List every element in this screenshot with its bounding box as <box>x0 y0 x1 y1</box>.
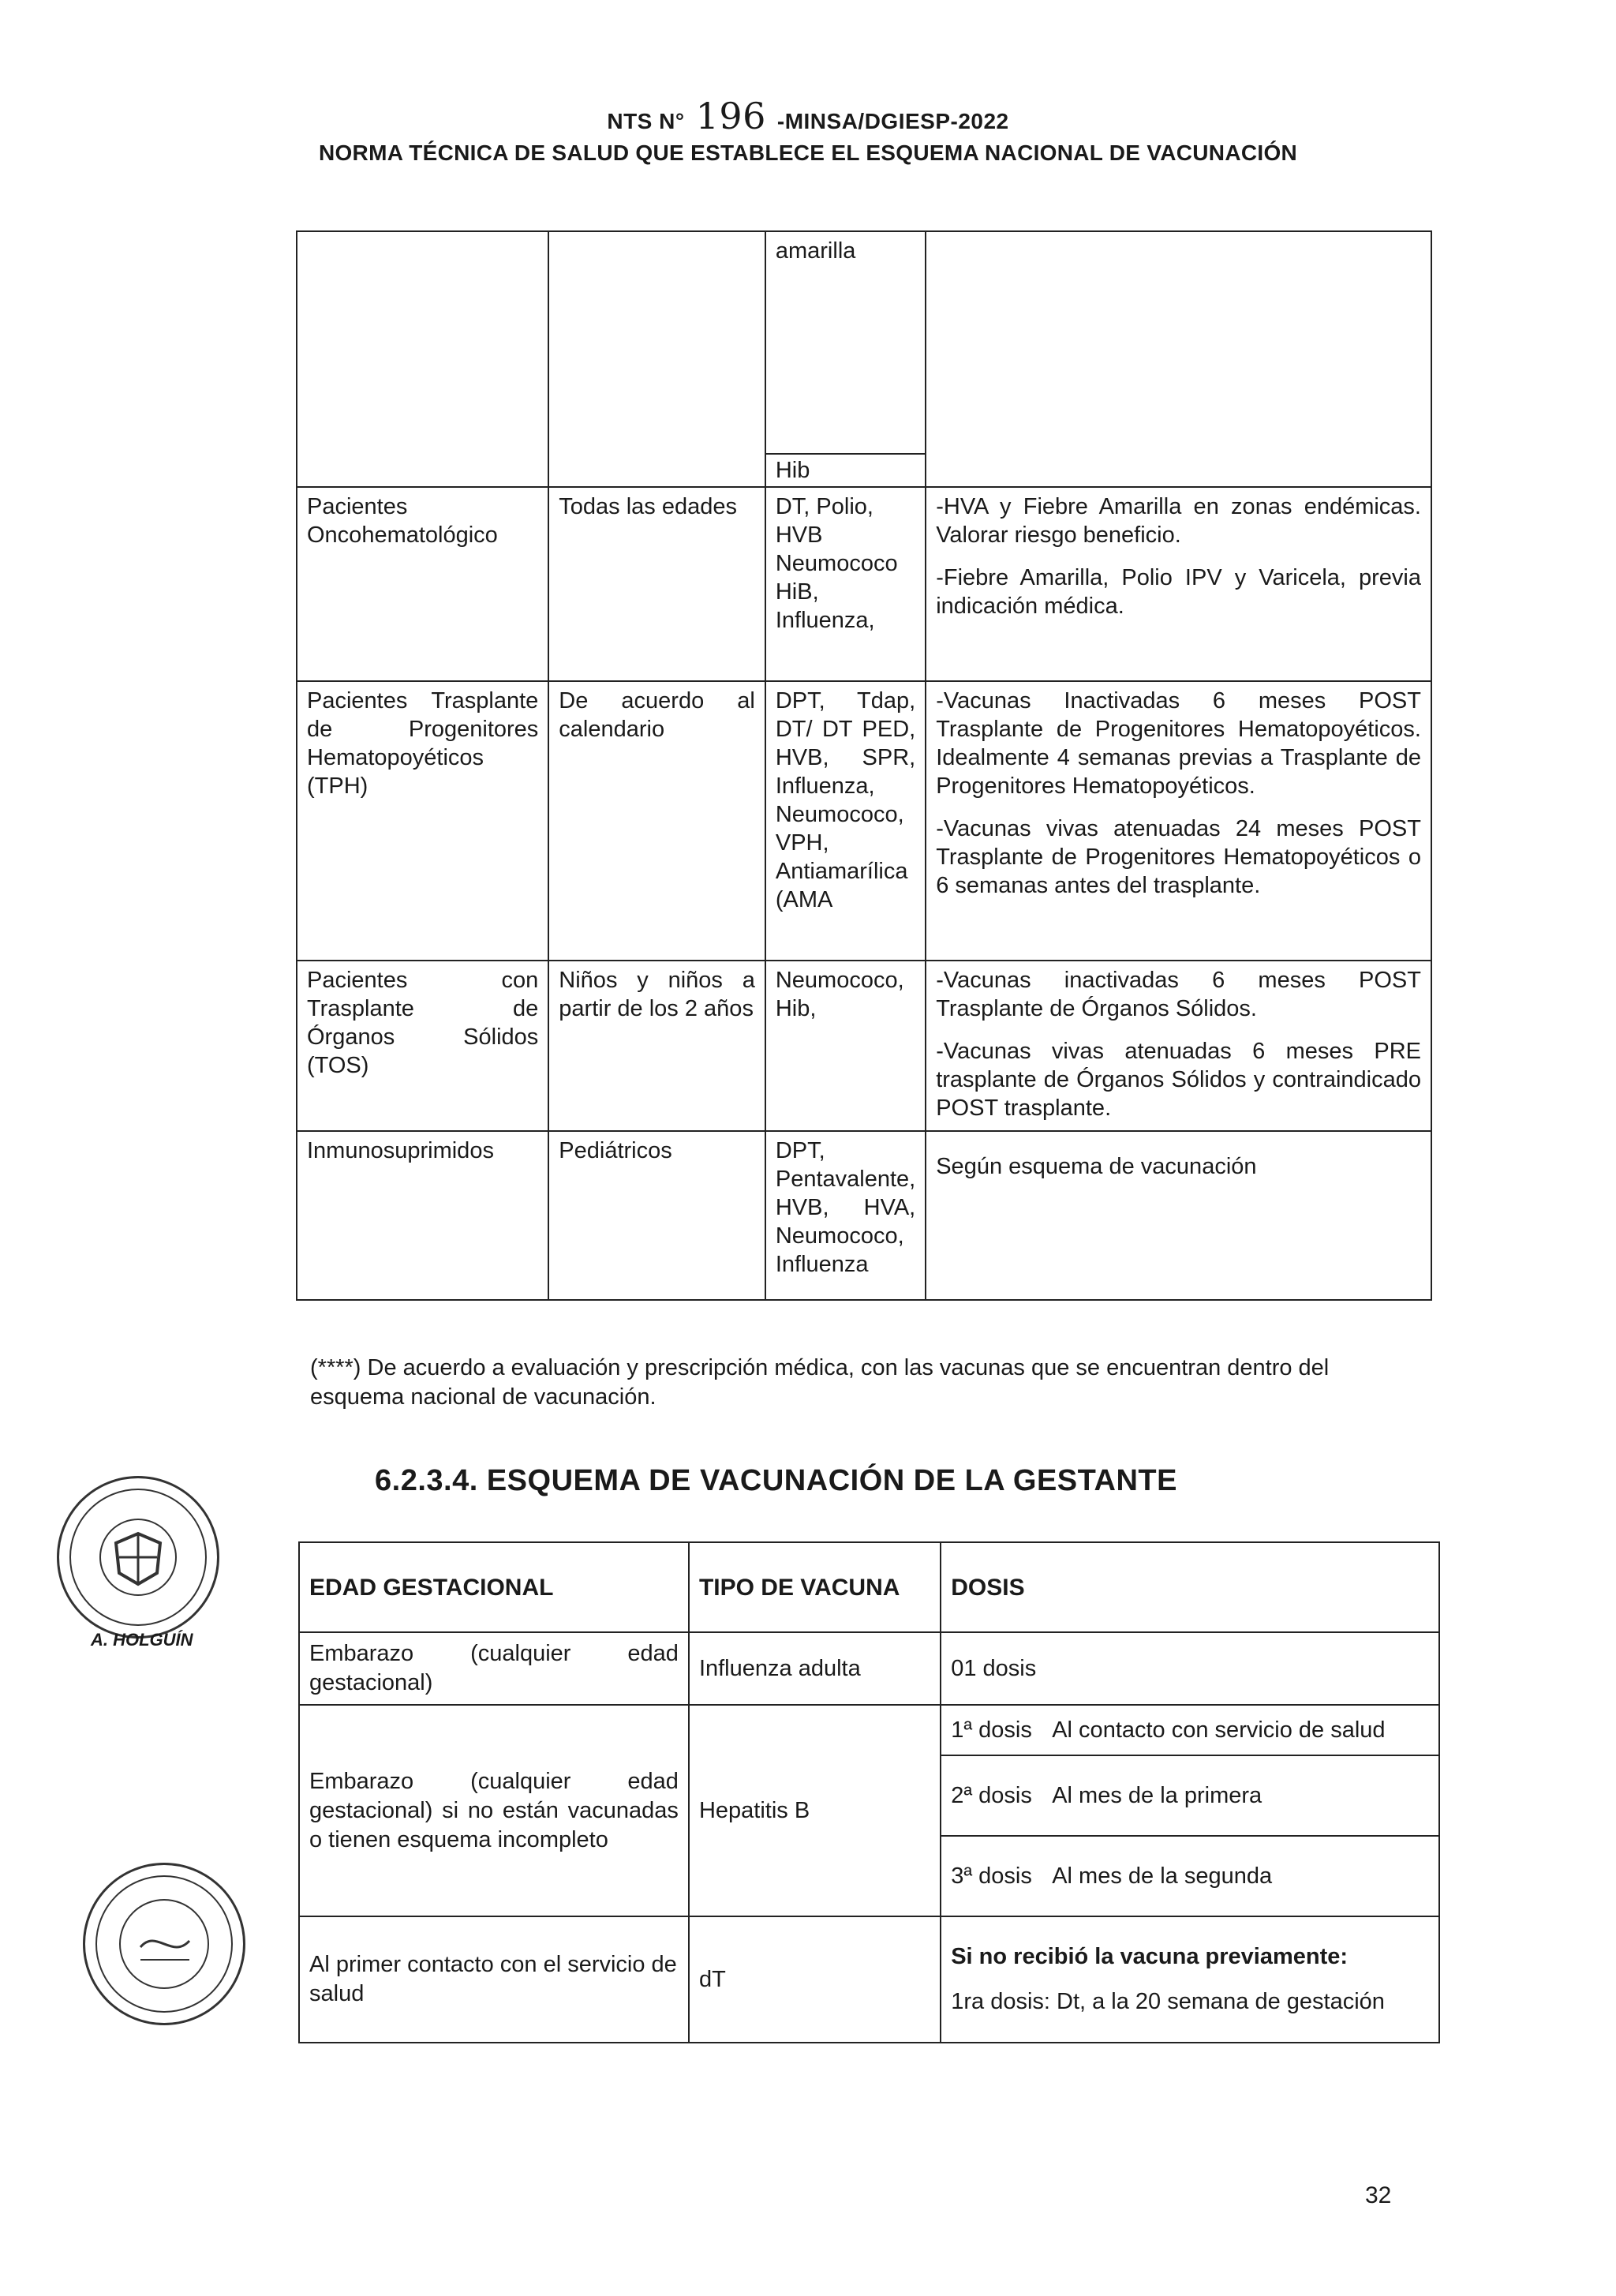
vaccines-cell: DT, Polio, HVB Neumococo HiB, Influenza, <box>765 487 926 681</box>
dose-number: 3ª dosis <box>951 1863 1032 1889</box>
ministry-seal <box>57 1476 219 1639</box>
note-paragraph: -Vacunas vivas atenuadas 6 meses PRE trasplante de Órganos Sólidos y contraindicado POST trasplante. <box>936 1039 1421 1121</box>
age-cell: De acuerdo al calendario <box>548 681 765 961</box>
note-paragraph: -Vacunas Inactivadas 6 meses POST Trasplante de Progenitores Hematopoyéticos. Idealmente 4 semanas previas a Trasplante de Progenitores Hematopoyéticos. <box>936 688 1421 799</box>
dose-timing: Al mes de la primera <box>1052 1782 1262 1808</box>
immunocompromised-table <box>296 230 1432 1301</box>
group-cell: Pacientes con Trasplante de Órganos Sólidos (TOS) <box>297 961 548 1131</box>
dose-text: 1ra dosis: Dt, a la 20 semana de gestación <box>951 1989 1385 2014</box>
group-cell: Inmunosuprimidos <box>297 1131 548 1300</box>
document-code <box>0 95 1616 137</box>
vaccine-cell: Hepatitis B <box>689 1705 941 1916</box>
note-paragraph: -Fiebre Amarilla, Polio IPV y Varicela, previa indicación médica. <box>936 565 1421 619</box>
dose-title: Si no recibió la vacuna previamente: <box>951 1944 1349 1969</box>
ministry-seal-2 <box>83 1863 245 2025</box>
table-cell: amarilla <box>765 231 926 454</box>
dose-cell <box>941 1705 1439 1755</box>
table-row <box>299 1916 1439 2043</box>
column-header: TIPO DE VACUNA <box>689 1542 941 1632</box>
table-row <box>297 1131 1431 1300</box>
dose-timing: Al contacto con servicio de salud <box>1052 1717 1386 1743</box>
page-header <box>0 95 1616 166</box>
section-title: 6.2.3.4. ESQUEMA DE VACUNACIÓN DE LA GESTANTE <box>375 1464 1177 1497</box>
signature: A. HOLGUÍN <box>91 1630 193 1650</box>
dose-number: 1ª dosis <box>951 1717 1032 1743</box>
table-cell <box>548 231 765 487</box>
table-header-row <box>299 1542 1439 1632</box>
table-cell <box>297 231 548 487</box>
vaccines-cell: DPT, Pentavalente, HVB, HVA, Neumococo, Influenza <box>765 1131 926 1300</box>
dose-cell: 01 dosis <box>941 1632 1439 1705</box>
vaccines-cell: DPT, Tdap, DT/ DT PED, HVB, SPR, Influenza, Neumococo, VPH, Antiamarílica (AMA <box>765 681 926 961</box>
notes-cell <box>926 681 1431 961</box>
column-header: EDAD GESTACIONAL <box>299 1542 689 1632</box>
code-prefix: NTS N° <box>607 109 685 133</box>
notes-cell <box>926 961 1431 1131</box>
note-paragraph: -HVA y Fiebre Amarilla en zonas endémicas. Valorar riesgo beneficio. <box>936 494 1421 548</box>
dose-cell <box>941 1916 1439 2043</box>
age-cell: Al primer contacto con el servicio de salud <box>299 1916 689 2043</box>
table-row <box>297 961 1431 1131</box>
seal-emblem-icon <box>59 1478 217 1636</box>
dose-number: 2ª dosis <box>951 1782 1032 1808</box>
notes-cell <box>926 1131 1431 1300</box>
column-header: DOSIS <box>941 1542 1439 1632</box>
age-cell: Todas las edades <box>548 487 765 681</box>
note-paragraph: -Vacunas inactivadas 6 meses POST Trasplante de Órganos Sólidos. <box>936 968 1421 1021</box>
dose-timing: Al mes de la segunda <box>1052 1863 1273 1889</box>
note-paragraph: -Vacunas vivas atenuadas 24 meses POST Trasplante de Progenitores Hematopoyéticos o 6 semanas antes del trasplante. <box>936 816 1421 898</box>
pregnant-vaccination-table <box>298 1541 1440 2043</box>
age-cell: Pediátricos <box>548 1131 765 1300</box>
notes-cell <box>926 487 1431 681</box>
table-row <box>299 1705 1439 1755</box>
document-title: NORMA TÉCNICA DE SALUD QUE ESTABLECE EL ESQUEMA NACIONAL DE VACUNACIÓN <box>318 140 1298 165</box>
table-cell <box>926 231 1431 487</box>
age-cell: Embarazo (cualquier edad gestacional) <box>299 1632 689 1705</box>
seal-emblem-icon <box>85 1865 243 2023</box>
table-row <box>297 487 1431 681</box>
table-row <box>297 231 1431 454</box>
vaccines-cell: Neumococo, Hib, <box>765 961 926 1131</box>
note-paragraph: Según esquema de vacunación <box>936 1154 1257 1179</box>
table-row <box>297 681 1431 961</box>
code-number: 196 <box>695 95 766 137</box>
table-row <box>299 1632 1439 1705</box>
age-cell: Niños y niños a partir de los 2 años <box>548 961 765 1131</box>
footnote: (****) De acuerdo a evaluación y prescripción médica, con las vacunas que se encuentran dentro del esquema nacional de vacunación. <box>310 1355 1330 1410</box>
group-cell: Pacientes Trasplante de Progenitores Hematopoyéticos (TPH) <box>297 681 548 961</box>
dose-cell <box>941 1836 1439 1916</box>
vaccine-cell: dT <box>689 1916 941 2043</box>
dose-cell <box>941 1755 1439 1836</box>
vaccine-cell: Influenza adulta <box>689 1632 941 1705</box>
table-cell: Hib <box>765 454 926 487</box>
page-number: 32 <box>1365 2182 1392 2208</box>
code-suffix: -MINSA/DGIESP-2022 <box>776 109 1009 133</box>
age-cell: Embarazo (cualquier edad gestacional) si no están vacunadas o tienen esquema incompleto <box>299 1705 689 1916</box>
group-cell: Pacientes Oncohematológico <box>297 487 548 681</box>
